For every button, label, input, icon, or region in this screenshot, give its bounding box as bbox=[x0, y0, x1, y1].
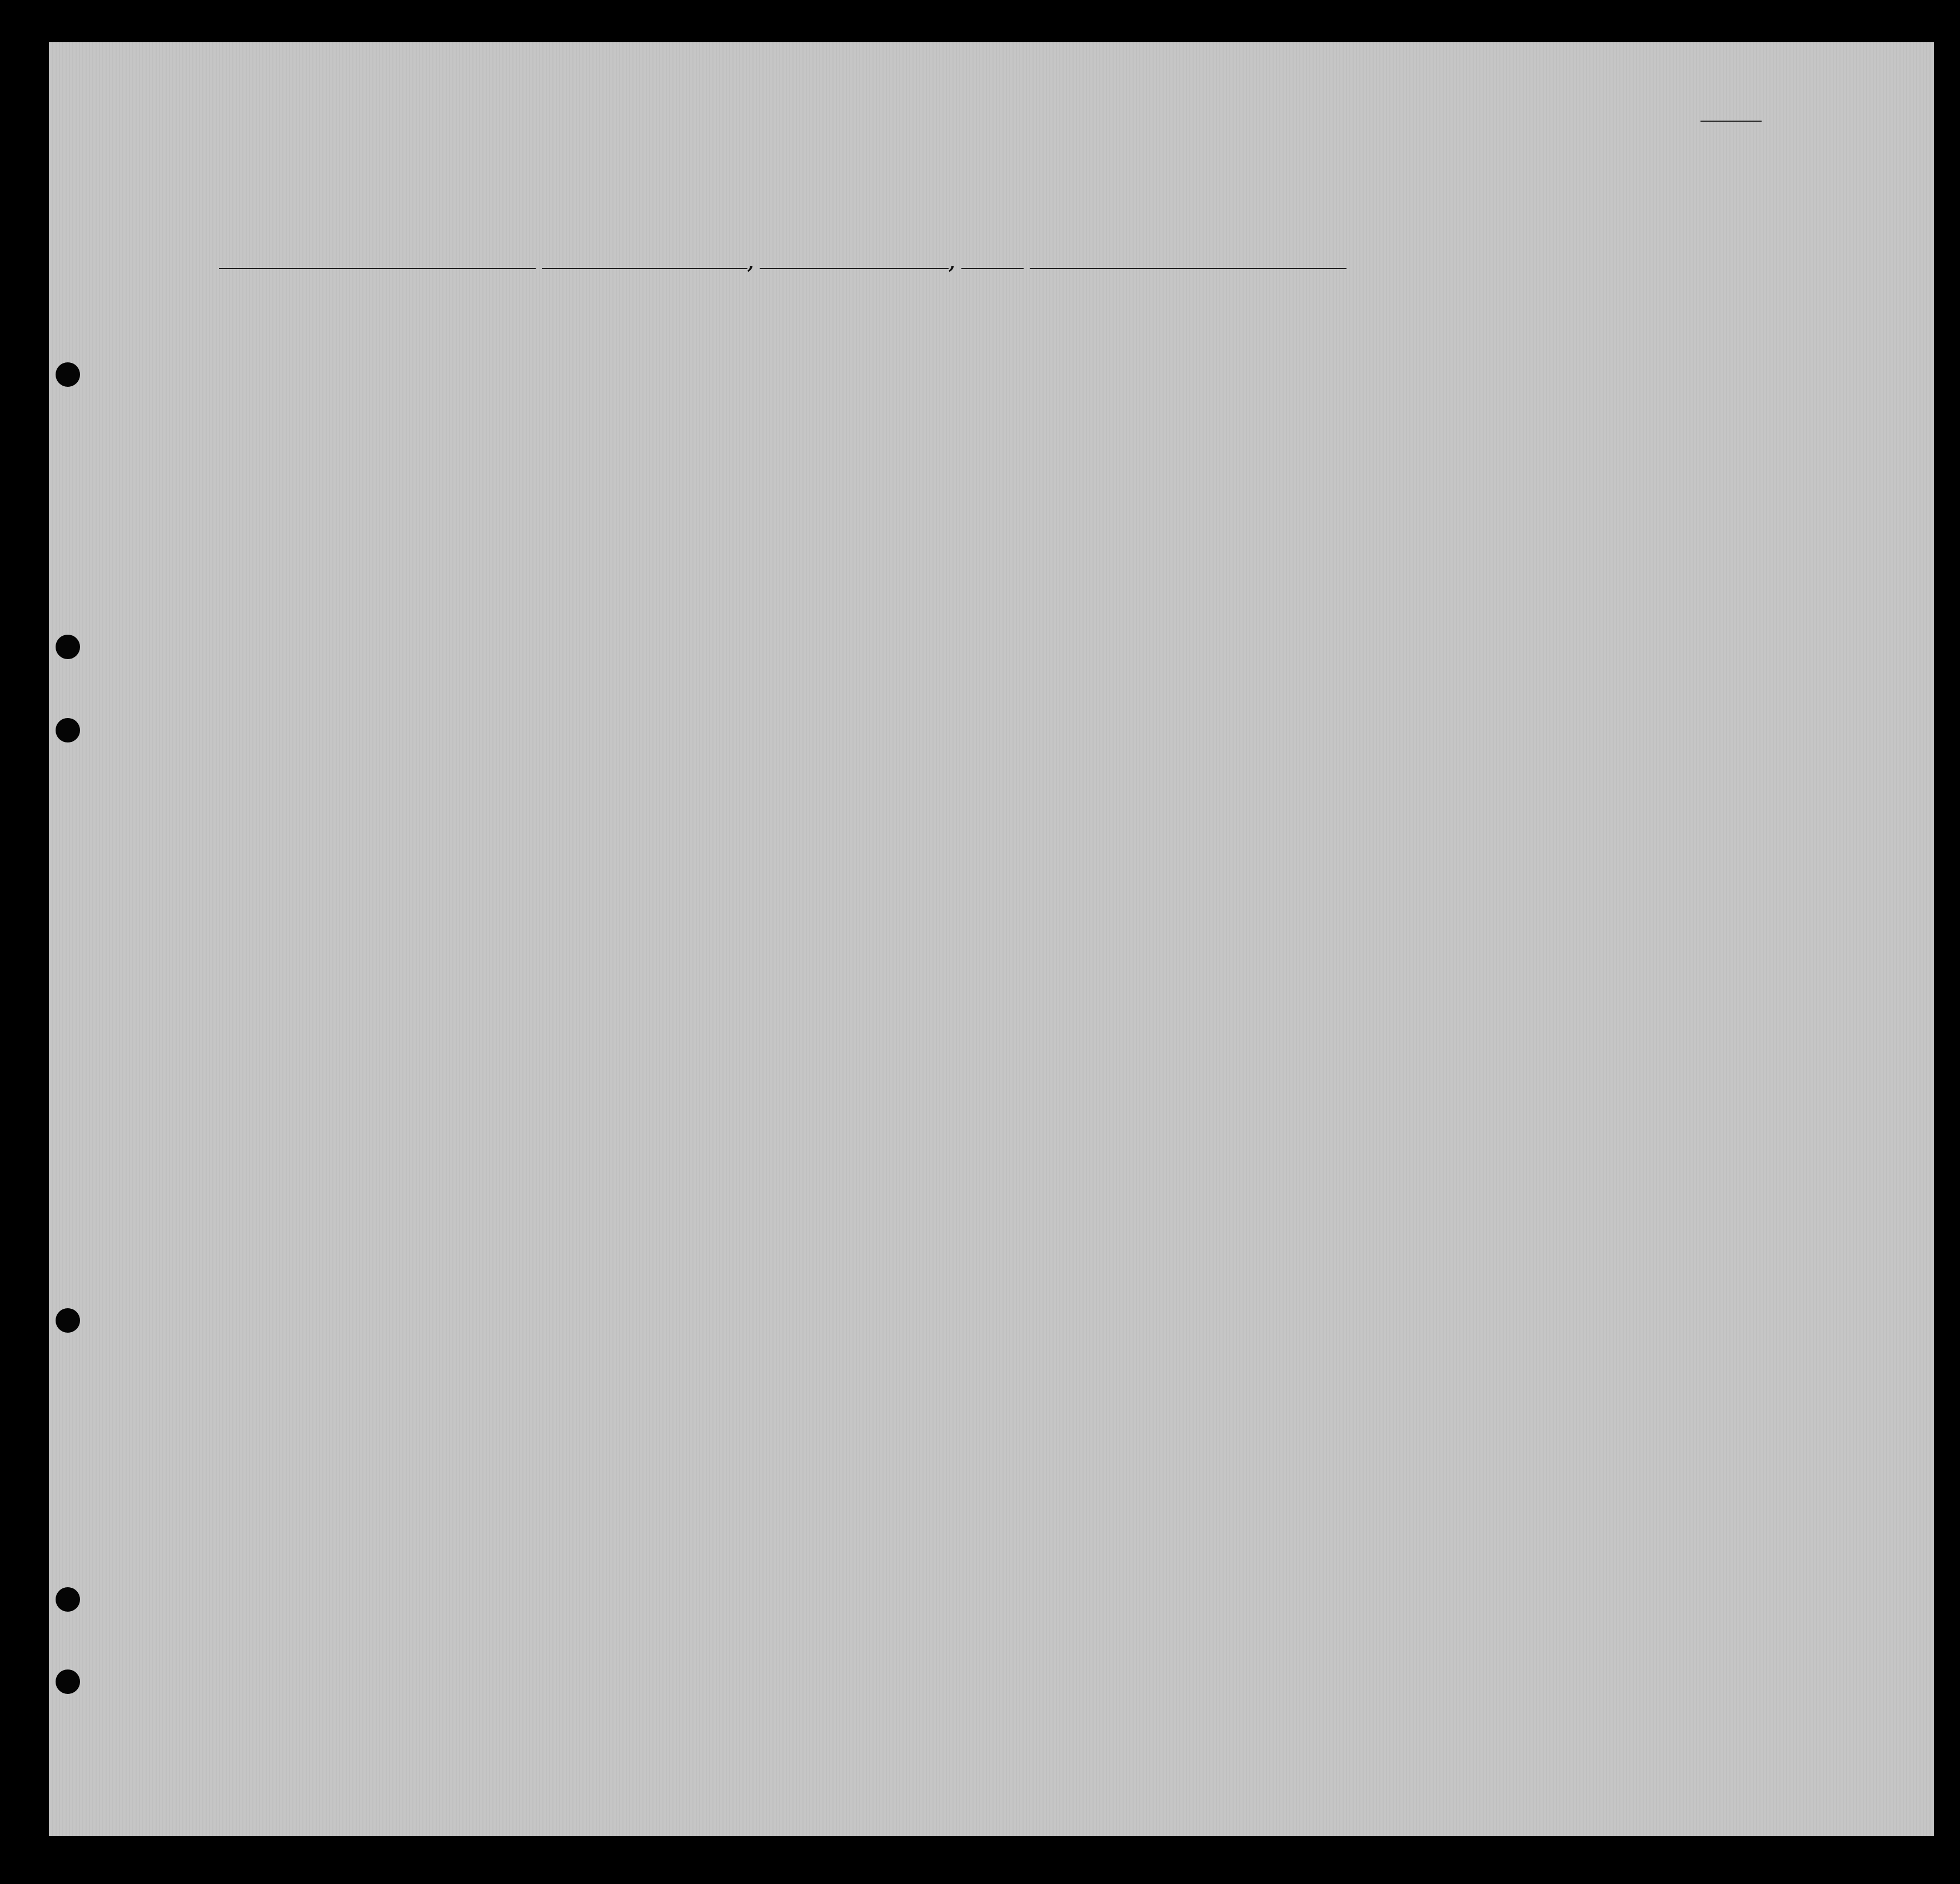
header-when bbox=[905, 378, 1005, 389]
vessel-line: , , bbox=[211, 252, 1346, 273]
